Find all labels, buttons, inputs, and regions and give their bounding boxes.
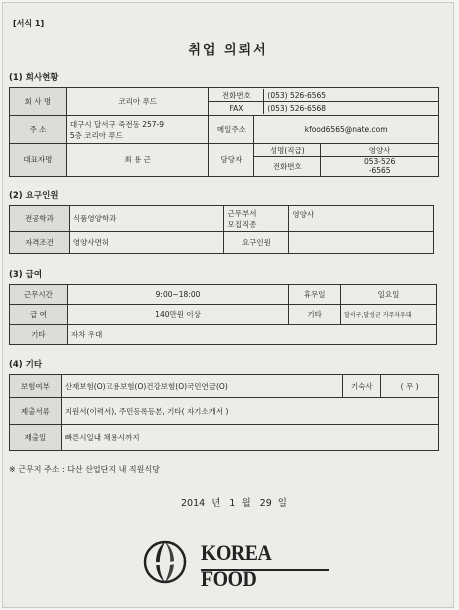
- documents-label: 제출서류: [10, 398, 62, 425]
- email-label: 메일주소: [209, 116, 254, 144]
- section-misc-heading: (4) 기타: [9, 360, 43, 370]
- fax-label: FAX: [229, 103, 244, 113]
- address-line-2: 5층 코리아 푸드: [69, 130, 123, 140]
- insurance-label: 보험여부: [10, 375, 62, 398]
- phone-value: (053) 526-6565: [264, 89, 438, 102]
- fax-value: (053) 526-6568: [264, 102, 438, 115]
- date-year-unit: 년: [211, 498, 221, 509]
- section-company-heading: (1) 회사현황: [9, 73, 59, 83]
- document-title: 취업 의뢰서: [188, 43, 268, 58]
- date-month-unit: 월: [241, 498, 251, 509]
- form-code: [서식 1]: [13, 19, 45, 28]
- rep-value: 최 용 근: [66, 144, 209, 177]
- dorm-value: ( 무 ): [381, 375, 439, 398]
- dept-value: 영양사: [289, 206, 434, 232]
- rep-label: 대표자명: [10, 144, 67, 177]
- requirements-table: [9, 205, 434, 254]
- other-label: 기타: [10, 325, 68, 345]
- pay-label: 급 여: [10, 305, 68, 325]
- pay-value: 140만원 이상: [67, 305, 288, 325]
- phone-fax-block: [209, 89, 438, 114]
- section-salary-heading: (3) 급여: [9, 270, 43, 280]
- qualification-label: 자격조건: [10, 232, 70, 254]
- logo-wordmark: KOREA FOOD: [201, 540, 271, 591]
- logo-underline: [201, 569, 329, 571]
- date-year: 2014: [181, 498, 206, 509]
- major-value: 식품영양학과: [69, 206, 224, 232]
- email-value: kfood6565@nate.com: [254, 116, 439, 144]
- count-value: [289, 232, 434, 254]
- workplace-note: ※ 근무지 주소 : 다산 산업단지 내 직원식당: [9, 465, 160, 474]
- other-value: 자차 우대: [67, 325, 436, 345]
- qualification-value: 영양사면허: [69, 232, 224, 254]
- company-table: [9, 87, 439, 177]
- hours-label: 근무시간: [10, 285, 68, 305]
- contact-phone-label: 전화번호: [272, 161, 302, 171]
- contact-name-label: 성명(직급): [254, 144, 321, 157]
- etc-label: 기타: [289, 305, 341, 325]
- phone-label: 전화번호: [209, 89, 264, 102]
- count-label: 요구인원: [224, 232, 289, 254]
- date-month: 1: [229, 498, 236, 509]
- company-name-label: 회 사 명: [10, 88, 67, 116]
- contact-name-value: 영양사: [321, 144, 438, 157]
- salary-table: [9, 284, 437, 345]
- etc-value: 달서구,달성군 거주자우대: [341, 305, 437, 325]
- address-value: [66, 116, 209, 144]
- contact-phone-line-2: -6565: [368, 166, 391, 176]
- date-day: 29: [259, 498, 272, 509]
- documents-value: 지원서(이력서), 주민등록등본, 기타( 자기소개서 ): [61, 398, 438, 425]
- misc-table: [9, 374, 439, 451]
- holiday-label: 휴무일: [289, 285, 341, 305]
- major-label: 전공학과: [10, 206, 70, 232]
- section-requirements-heading: (2) 요구인원: [9, 191, 59, 201]
- company-logo: [143, 538, 333, 591]
- document-page: [2, 2, 454, 608]
- holiday-value: 일요일: [341, 285, 437, 305]
- date-day-unit: 일: [277, 498, 287, 509]
- contact-phone-line-1: 053-526: [363, 157, 396, 167]
- address-label: 주 소: [10, 116, 67, 144]
- dorm-label: 기숙사: [343, 375, 381, 398]
- hours-value: 9:00~18:00: [67, 285, 288, 305]
- submit-label: 제출일: [10, 425, 62, 451]
- insurance-value: 산재보험(O)고용보험(O)건강보험(O)국민연금(O): [61, 375, 342, 398]
- company-name-value: 코리아 푸드: [66, 88, 209, 116]
- address-line-1: 대구시 달서구 죽전동 257-9: [69, 119, 164, 129]
- contact-label: 담당자: [209, 144, 254, 177]
- dept-label-line-1: 근무부서: [227, 208, 257, 218]
- korea-food-emblem-icon: [143, 540, 187, 584]
- dept-label-line-2: 모집직종: [227, 219, 257, 229]
- contact-block: [254, 144, 438, 176]
- submit-value: 빠른시일내 채용시까지: [61, 425, 438, 451]
- document-date: [181, 495, 293, 509]
